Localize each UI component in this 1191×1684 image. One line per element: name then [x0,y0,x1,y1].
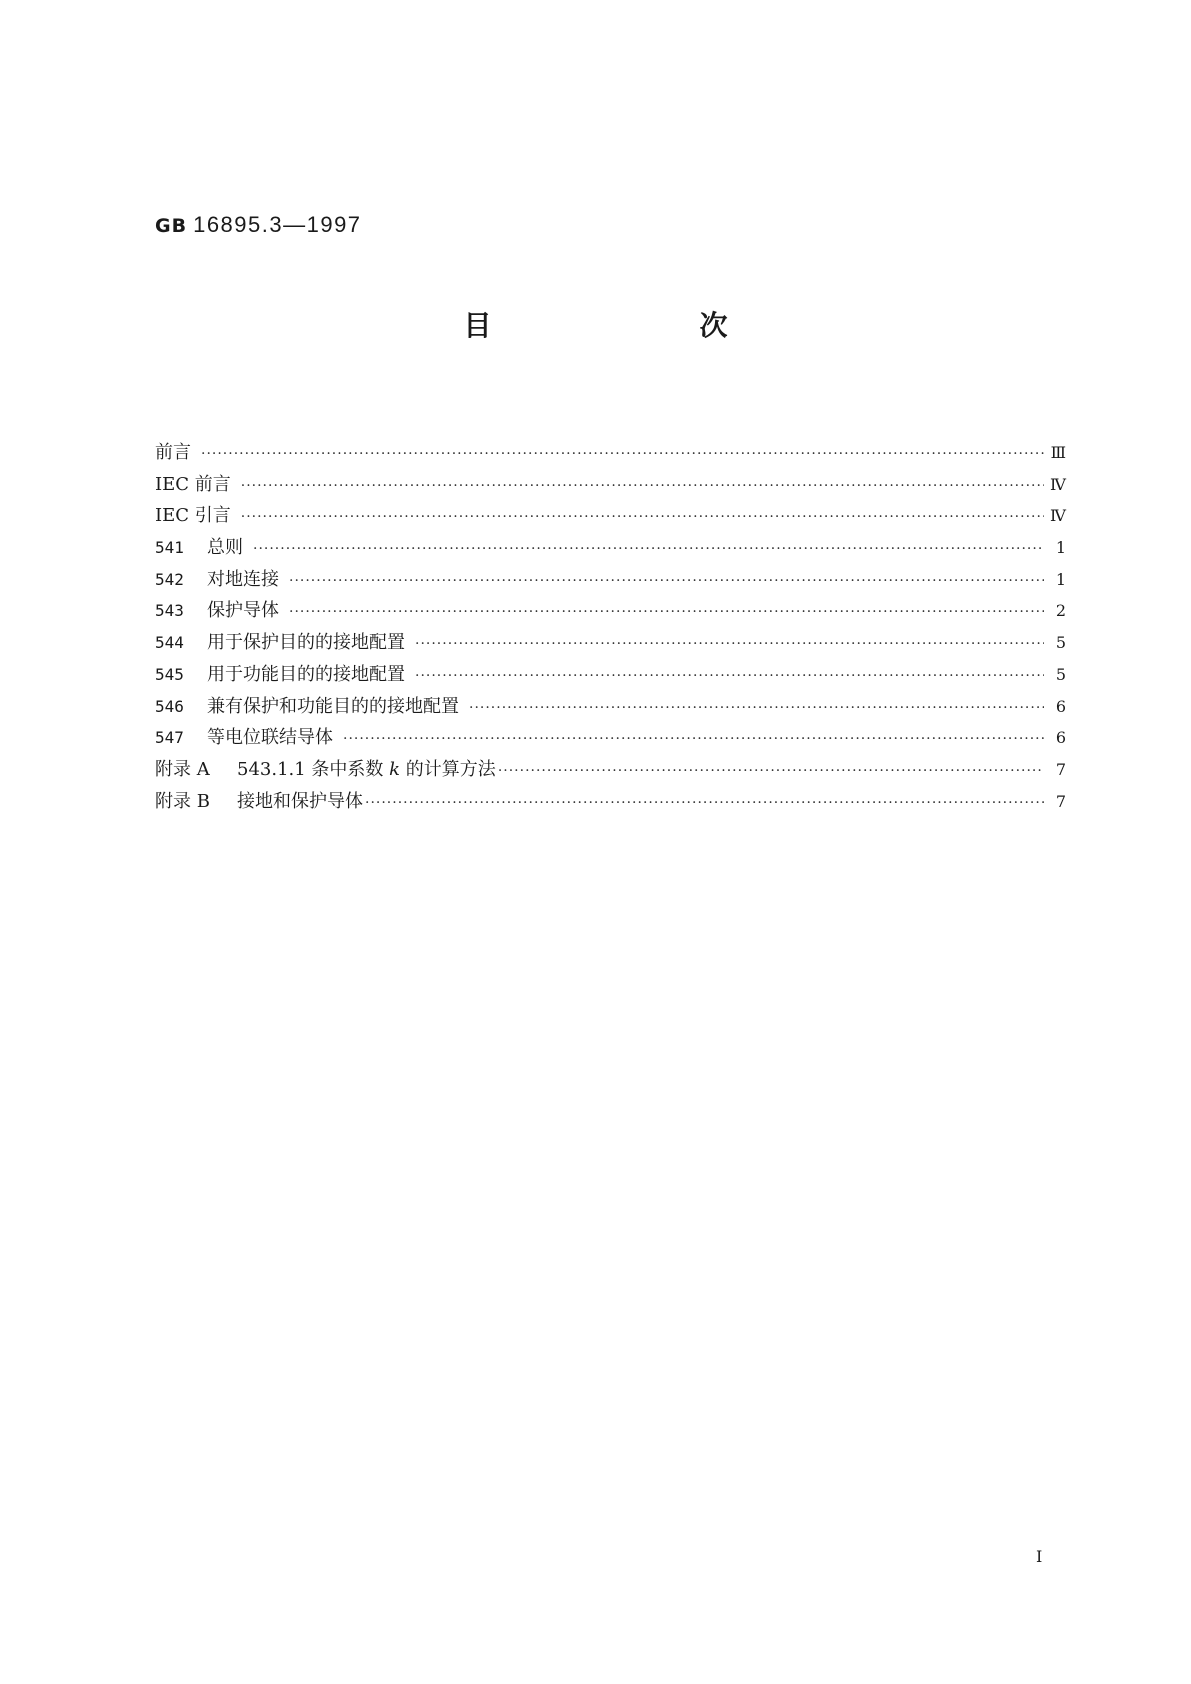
toc-entry-title: 总则 [207,537,243,559]
dot-leader [365,788,1044,820]
toc-entry-page: 1 [1055,538,1066,558]
toc-entry-page: 7 [1055,791,1066,811]
toc-entry-preface[interactable] [155,437,1066,469]
toc-entry-number: 544 [155,633,184,653]
toc-entry-page: Ⅳ [1050,474,1066,494]
toc-entry-page: 6 [1055,696,1066,716]
toc-entry-547[interactable] [155,722,1066,754]
toc-entry-title: 对地连接 [207,568,279,590]
toc-entry-number: 545 [155,664,184,684]
toc-entry-appendix-b[interactable] [155,786,1066,818]
page-title: 目 次 [463,309,818,342]
dot-leader [415,661,1044,693]
toc-entry-number: 541 [155,538,184,558]
toc-entry-page: 6 [1055,728,1066,748]
page-number: I [1036,1547,1043,1566]
toc-entry-542[interactable] [155,564,1066,596]
toc-entry-title: 兼有保护和功能目的的接地配置 [207,695,459,717]
toc-entry-iec-preface[interactable] [155,469,1066,501]
toc-entry-iec-intro[interactable] [155,500,1066,532]
appendix-title-suffix: 的计算方法 [400,758,496,780]
appendix-title-prefix: 543.1.1 条中系数 [237,758,390,780]
dot-leader [343,724,1044,756]
toc-entry-page: 7 [1055,759,1066,779]
dot-leader [253,534,1044,566]
dot-leader [469,693,1044,725]
dot-leader [289,597,1044,629]
table-of-contents [155,437,1066,817]
toc-entry-title: 保护导体 [207,600,279,622]
toc-entry-page: 1 [1055,569,1066,589]
toc-entry-title [237,754,498,786]
toc-entry-page: Ⅲ [1050,443,1066,462]
standard-number: 16895.3—1997 [193,212,362,237]
toc-entry-number: 542 [155,569,184,589]
dot-leader [289,566,1044,598]
standard-code [155,212,362,238]
toc-entry-544[interactable] [155,627,1066,659]
toc-entry-number: 547 [155,728,184,748]
toc-entry-title: 前言 [155,442,191,463]
dot-leader [415,629,1044,661]
toc-entry-page: 2 [1055,601,1066,621]
toc-entry-title: IEC 前言 [155,473,231,495]
toc-entry-545[interactable] [155,659,1066,691]
toc-entry-number: 543 [155,601,184,621]
toc-entry-543[interactable] [155,595,1066,627]
appendix-label: 附录 A [155,758,210,780]
toc-entry-title: 用于保护目的的接地配置 [207,632,405,654]
toc-entry-title: 用于功能目的的接地配置 [207,663,405,685]
dot-leader [201,439,1044,471]
dot-leader [241,471,1044,503]
appendix-label: 附录 B [155,790,210,812]
toc-entry-appendix-a[interactable] [155,754,1066,786]
dot-leader [241,502,1044,534]
toc-entry-page: 5 [1055,664,1066,684]
toc-entry-541[interactable] [155,532,1066,564]
dot-leader [498,756,1044,788]
toc-entry-number: 546 [155,696,184,716]
toc-entry-page: 5 [1055,633,1066,653]
toc-entry-page: Ⅳ [1050,506,1066,526]
toc-entry-546[interactable] [155,691,1066,723]
toc-entry-title: 接地和保护导体 [237,790,363,812]
coefficient-symbol: k [389,758,401,780]
toc-entry-title: IEC 引言 [155,505,231,527]
standard-prefix: GB [155,215,188,237]
toc-entry-title: 等电位联结导体 [207,727,333,749]
